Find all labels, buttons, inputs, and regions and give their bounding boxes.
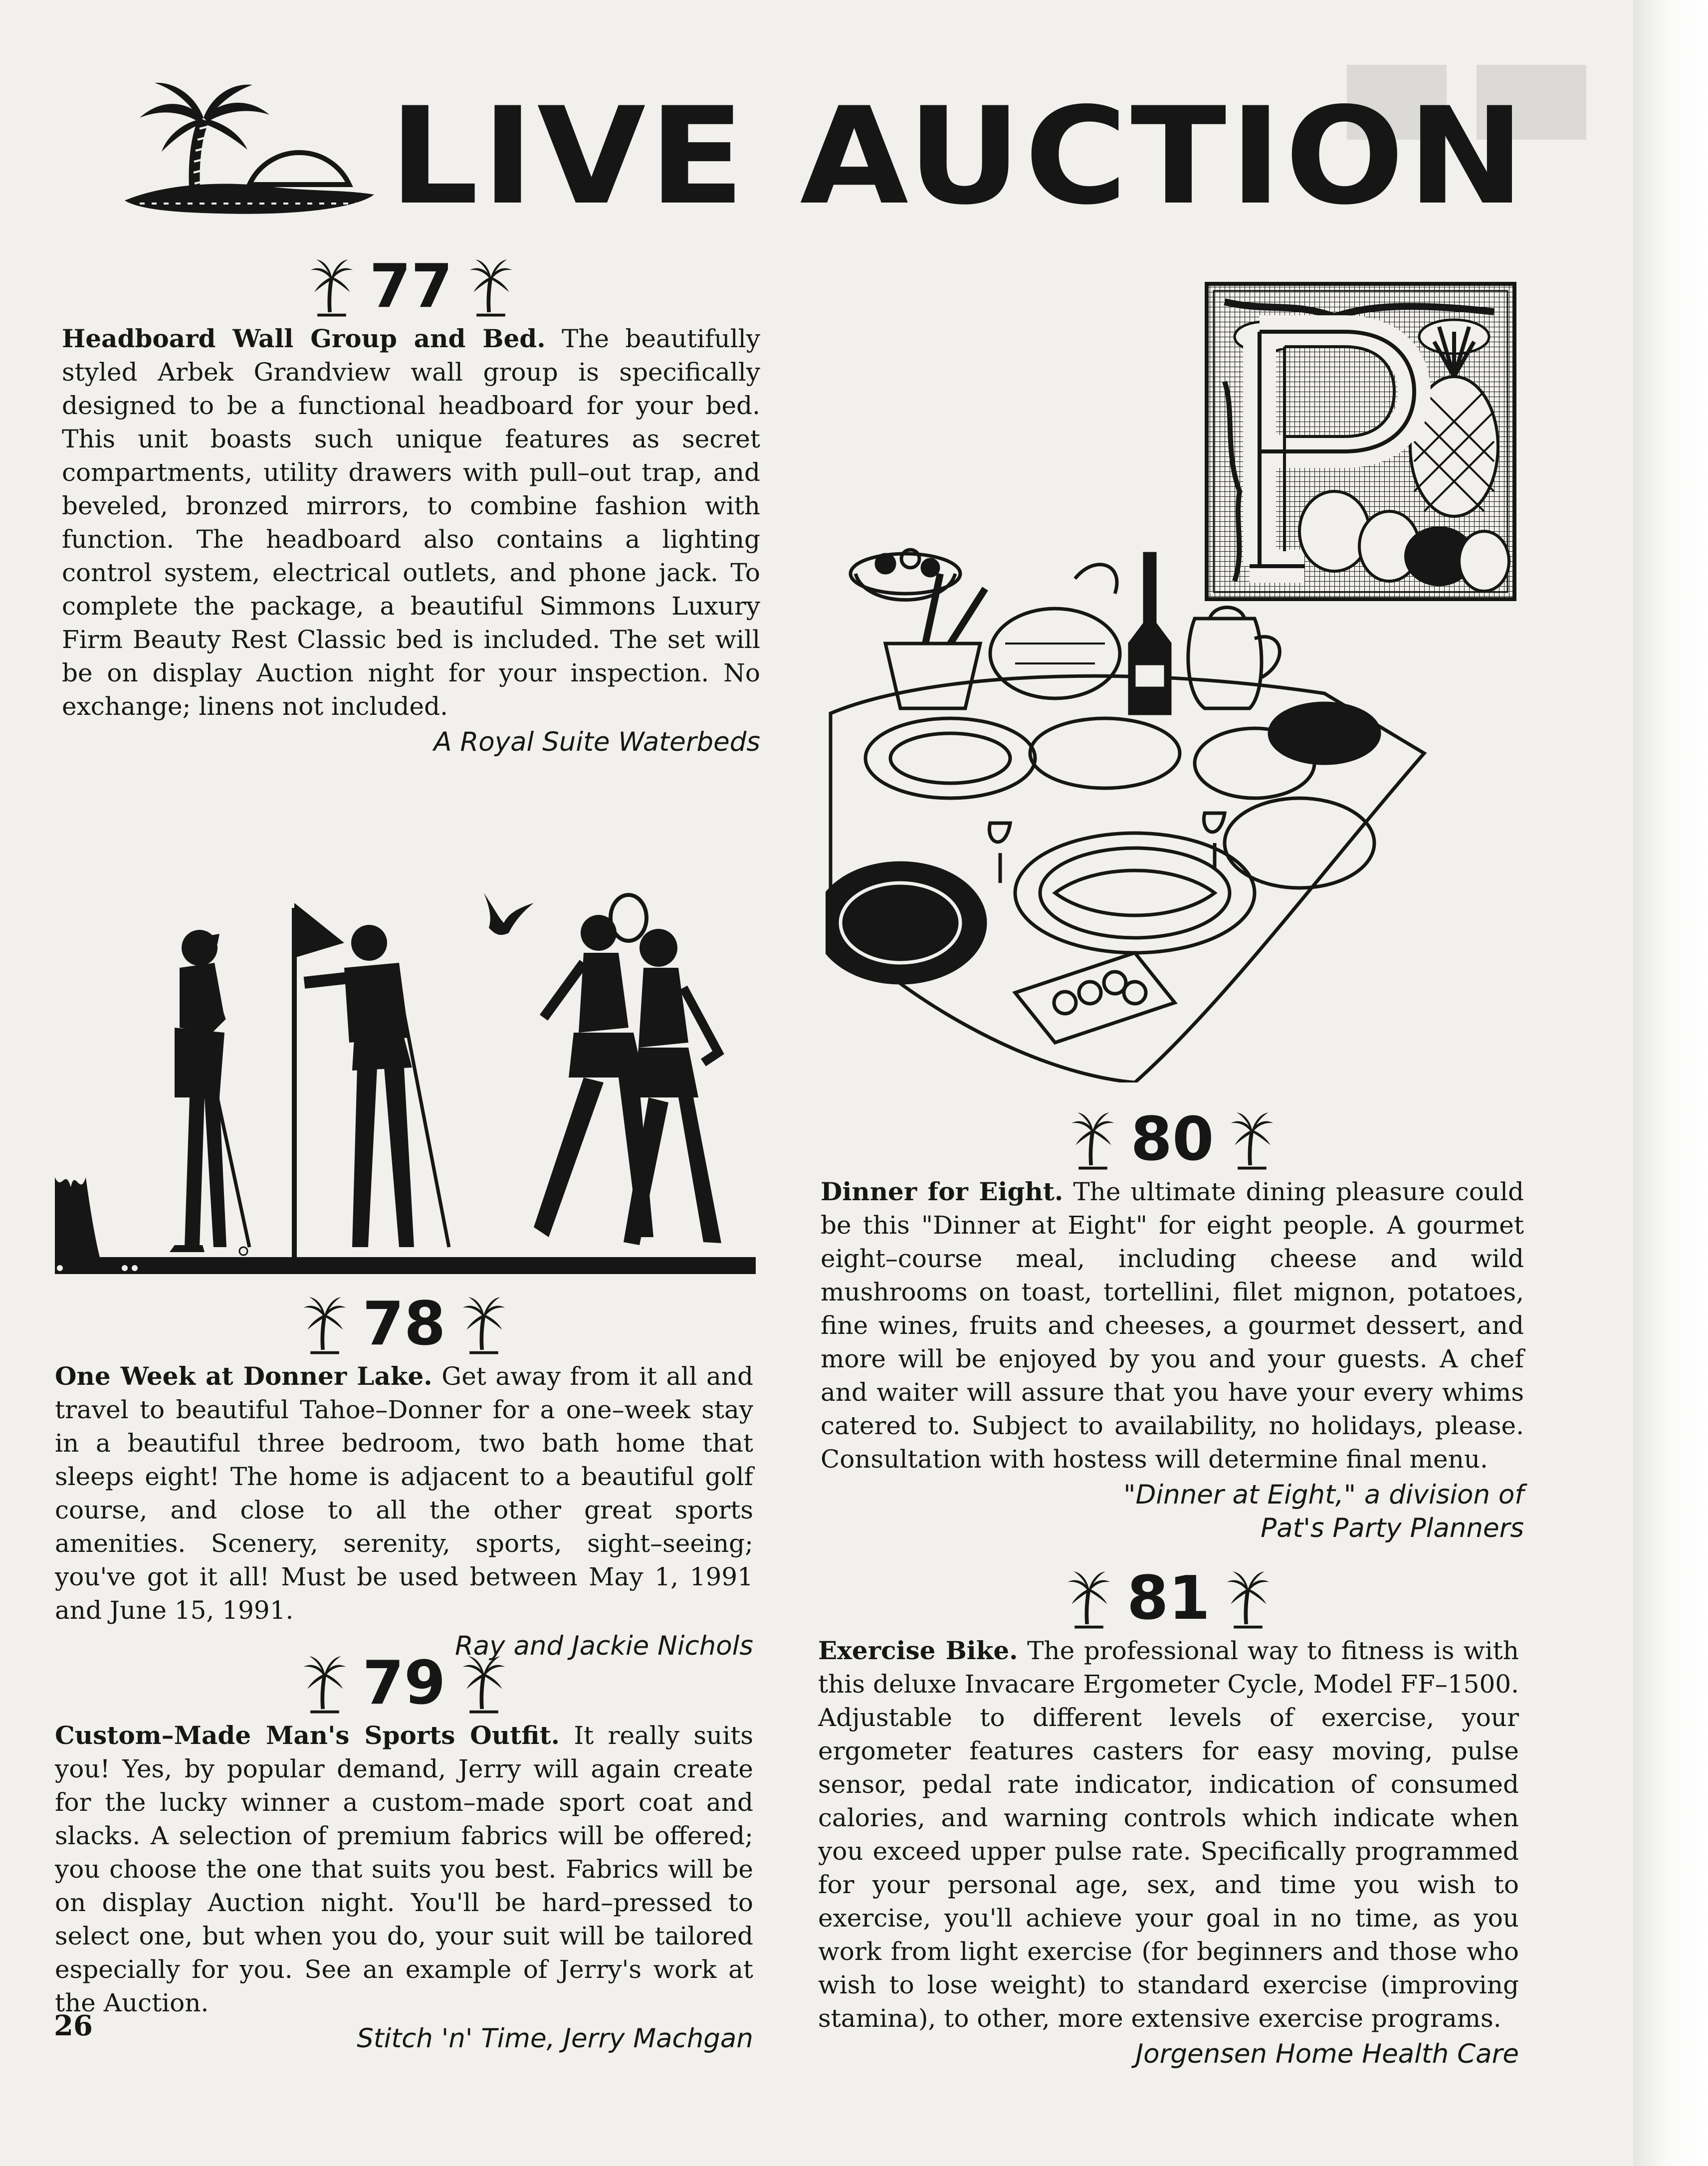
- item-body: It really suits you! Yes, by popular demand, Jerry will again create for the lucky winner a custom–made sport coat and slacks. A selection of premium fabrics will be offered; you choose the one that suits you best. Fabrics will be on display Auction night. You'll be hard–pressed to select one, but when you do, your suit will be tailored especially for you. See an example of Jerry's work at the Auction.: [55, 1721, 753, 2017]
- item-body: The beautifully styled Arbek Grandview wall group is specifically designed to be a functional headboard for your bed. This unit boasts such unique features as secret compartments, utility drawers with pull–out trap, and beveled, bronzed mirrors, to combine fashion with function. The headboard also contains a lighting control system, electrical outlets, and phone jack. To complete the package, a beautiful Simmons Luxury Firm Beauty Rest Classic bed is included. The set will be on display Auction night for your inspection. No exchange; linens not included.: [62, 324, 760, 721]
- item-donor: A Royal Suite Waterbeds: [433, 727, 760, 757]
- lot-number: 81: [1127, 1564, 1210, 1633]
- item-donor: Ray and Jackie Nichols: [454, 1631, 753, 1661]
- item-title: Custom–Made Man's Sports Outfit.: [55, 1721, 560, 1750]
- lot-heading: [55, 1290, 753, 1359]
- item-title: Headboard Wall Group and Bed.: [62, 324, 546, 353]
- item-description: [821, 1175, 1524, 1476]
- item-body: Get away from it all and travel to beautiful Tahoe–Donner for a one–week stay in a beautiful three bedroom, two bath home that sleeps eight! The home is adjacent to a beautiful golf course, and close to all the other great sports amenities. Scenery, serenity, sports, sight–seeing; you've got it all! Must be used between May 1, 1991 and June 15, 1991.: [55, 1362, 753, 1625]
- auction-item: [821, 1105, 1524, 1545]
- page-number: 26: [54, 2009, 93, 2042]
- palm-tree-icon: [308, 254, 356, 319]
- lot-heading: [62, 252, 760, 322]
- page-title: LIVE AUCTION: [389, 79, 1528, 234]
- item-title: Dinner for Eight.: [821, 1177, 1064, 1206]
- item-description: [818, 1634, 1519, 2035]
- auction-item: [818, 1564, 1519, 2071]
- palm-tree-icon: [1069, 1107, 1117, 1172]
- item-body: The professional way to fitness is with this deluxe Invacare Ergometer Cycle, Model FF–1500. Adjustable to different levels of exercise, your ergometer features casters for easy moving, pulse sensor, pedal rate indicator, indication of consumed calories, and warning controls which indicate when you exceed upper pulse rate. Specifically programmed for your personal age, sex, and time you wish to exercise, you'll achieve your goal in no time, as you work from light exercise (for beginners and those who wish to lose weight) to standard exercise (improving stamina), to other, more extensive exercise programs.: [818, 1636, 1519, 2033]
- lot-number: 79: [362, 1649, 446, 1718]
- item-donor-line: "Dinner at Eight," a division of: [1123, 1480, 1524, 1510]
- palm-tree-icon: [301, 1651, 349, 1716]
- item-body: The ultimate dining pleasure could be this "Dinner at Eight" for eight people. A gourmet eight–course meal, including cheese and wild mushrooms on toast, tortellini, filet mignon, potatoes, fine wines, fruits and cheeses, a gourmet dessert, and more will be enjoyed by you and your guests. A chef and waiter will assure that you have your every whims catered to. Subject to availability, no holidays, please. Consultation with hostess will determine final menu.: [821, 1177, 1524, 1474]
- palm-tree-icon: [460, 1292, 508, 1357]
- palm-tree-icon: [1228, 1107, 1276, 1172]
- lot-heading: [818, 1564, 1519, 1634]
- item-description: [62, 322, 760, 723]
- item-description: [55, 1719, 753, 2020]
- item-title: Exercise Bike.: [818, 1636, 1018, 1665]
- palm-tree-icon: [1224, 1566, 1272, 1631]
- palm-tree-icon: [1065, 1566, 1113, 1631]
- lot-heading: [55, 1649, 753, 1719]
- item-donor: Stitch 'n' Time, Jerry Machgan: [357, 2023, 753, 2054]
- palm-tree-icon: [467, 254, 515, 319]
- item-donor: [821, 1478, 1524, 1545]
- item-donor: Jorgensen Home Health Care: [1135, 2039, 1519, 2069]
- auction-item: [62, 252, 760, 759]
- auction-item: [55, 1290, 753, 1663]
- lot-number: 78: [362, 1290, 446, 1359]
- palm-tree-icon: [301, 1292, 349, 1357]
- palm-island-sun-icon: [120, 70, 379, 219]
- page-header: [120, 70, 1528, 234]
- lot-number: 80: [1130, 1105, 1214, 1174]
- item-donor-line: Pat's Party Planners: [1261, 1513, 1524, 1543]
- page-edge-shadow: [1633, 0, 1708, 2166]
- banquet-table-icon: [826, 544, 1439, 1083]
- item-description: [55, 1359, 753, 1627]
- auction-item: [55, 1649, 753, 2055]
- item-title: One Week at Donner Lake.: [55, 1361, 432, 1391]
- palm-tree-icon: [460, 1651, 508, 1716]
- lot-number: 77: [369, 252, 453, 321]
- lot-heading: [821, 1105, 1524, 1175]
- golf-and-tennis-silhouette-icon: [55, 888, 756, 1285]
